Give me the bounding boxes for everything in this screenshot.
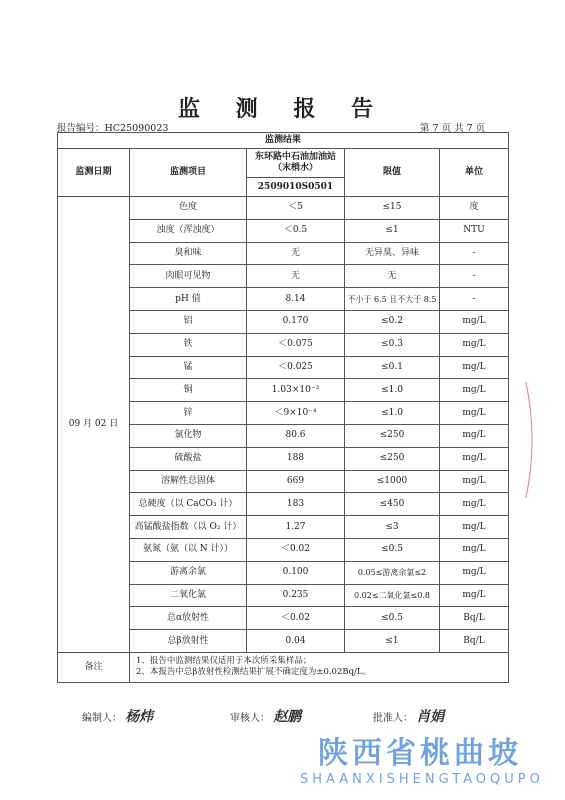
cell-value: 0.170 (247, 310, 345, 333)
report-number: 报告编号：HC25090023 (57, 123, 169, 134)
prepared-by (82, 706, 153, 726)
cell-item: 浊度（浑浊度） (130, 219, 247, 242)
cell-unit: - (440, 242, 509, 265)
page-info: 第 7 页 共 7 页 (420, 123, 486, 134)
cell-unit: Bq/L (440, 630, 509, 653)
watermark-main: 陕西省桃曲坡 (318, 736, 522, 771)
reviewed-signature: 赵鹏 (273, 709, 302, 725)
results-table (57, 132, 509, 683)
cell-item: 总β放射性 (130, 630, 247, 653)
cell-limit: ≤250 (345, 447, 440, 470)
section-title: 监测结果 (58, 133, 509, 149)
watermark-sub: SHAANXISHENGTAOQUPO (300, 772, 544, 787)
notes-label: 备注 (58, 652, 130, 682)
cell-unit: NTU (440, 219, 509, 242)
cell-item: 锰 (130, 356, 247, 379)
cell-unit: mg/L (440, 310, 509, 333)
prepared-label: 编制人： (82, 713, 122, 724)
reviewed-by (230, 706, 301, 726)
cell-limit: ≤0.3 (345, 333, 440, 356)
cell-limit: ≤1 (345, 219, 440, 242)
table-row (58, 197, 509, 220)
monitor-date: 09 月 02 日 (58, 197, 130, 653)
report-title: 监 测 报 告 (178, 96, 387, 122)
cell-unit: mg/L (440, 447, 509, 470)
cell-limit: ≤250 (345, 424, 440, 447)
cell-item: 氯化物 (130, 424, 247, 447)
watermark (300, 728, 544, 787)
cell-limit: 不小于 6.5 且不大于 8.5 (345, 288, 440, 311)
cell-item: 锌 (130, 402, 247, 425)
sample-id: 2509010S0501 (247, 178, 345, 197)
cell-value: ＜5 (247, 197, 345, 220)
cell-value: 8.14 (247, 288, 345, 311)
cell-value: ＜0.02 (247, 538, 345, 561)
cell-value: 1.03×10⁻³ (247, 379, 345, 402)
notes-row (58, 652, 509, 682)
cell-value: 1.27 (247, 516, 345, 539)
cell-value: ＜0.075 (247, 333, 345, 356)
cell-value: 183 (247, 493, 345, 516)
cell-item: 硫酸盐 (130, 447, 247, 470)
cell-limit: ≤1000 (345, 470, 440, 493)
cell-limit: ≤3 (345, 516, 440, 539)
cell-item: 氨氮（氨（以 N 计）） (130, 538, 247, 561)
cell-value: 80.6 (247, 424, 345, 447)
site-name: 东环路中石油加油站（末梢水） (247, 149, 345, 178)
col-item-header: 监测项目 (130, 149, 247, 197)
col-date-header: 监测日期 (58, 149, 130, 197)
prepared-signature: 杨炜 (125, 709, 154, 725)
cell-unit: 度 (440, 197, 509, 220)
cell-limit: ≤450 (345, 493, 440, 516)
cell-value: ＜0.025 (247, 356, 345, 379)
cell-limit: ≤0.5 (345, 538, 440, 561)
cell-item: 色度 (130, 197, 247, 220)
note-2: 2、本报告中总β放射性检测结果扩展不确定度为±0.02Bq/L。 (136, 667, 372, 678)
cell-unit: - (440, 265, 509, 288)
approved-signature: 肖娟 (416, 709, 445, 725)
cell-item: 游离余氯 (130, 561, 247, 584)
approved-by (373, 706, 444, 726)
cell-item: 铁 (130, 333, 247, 356)
approved-label: 批准人： (373, 713, 413, 724)
cell-value: 669 (247, 470, 345, 493)
cell-unit: mg/L (440, 584, 509, 607)
cell-item: 臭和味 (130, 242, 247, 265)
cell-unit: mg/L (440, 402, 509, 425)
cell-unit: mg/L (440, 424, 509, 447)
cell-item: 铝 (130, 310, 247, 333)
cell-unit: mg/L (440, 538, 509, 561)
cell-unit: mg/L (440, 333, 509, 356)
cell-value: 无 (247, 242, 345, 265)
cell-unit: mg/L (440, 493, 509, 516)
cell-unit: Bq/L (440, 607, 509, 630)
cell-item: 二氧化氯 (130, 584, 247, 607)
seal-stamp-edge (524, 380, 542, 500)
cell-item: 铜 (130, 379, 247, 402)
cell-value: 188 (247, 447, 345, 470)
cell-unit: mg/L (440, 356, 509, 379)
cell-unit: mg/L (440, 516, 509, 539)
cell-limit: 0.02≤二氧化氯≤0.8 (345, 584, 440, 607)
cell-item: 溶解性总固体 (130, 470, 247, 493)
cell-limit: ≤0.5 (345, 607, 440, 630)
cell-item: 总α放射性 (130, 607, 247, 630)
cell-limit: ≤1.0 (345, 379, 440, 402)
cell-limit: ≤0.1 (345, 356, 440, 379)
col-unit-header: 单位 (440, 149, 509, 197)
col-limit-header: 限值 (345, 149, 440, 197)
notes-content (130, 652, 509, 682)
cell-unit: - (440, 288, 509, 311)
cell-item: 高锰酸盐指数（以 O₂ 计） (130, 516, 247, 539)
cell-value: 无 (247, 265, 345, 288)
cell-item: pH 值 (130, 288, 247, 311)
reviewed-label: 审核人： (230, 713, 270, 724)
cell-limit: ≤15 (345, 197, 440, 220)
cell-limit: 无 (345, 265, 440, 288)
cell-unit: mg/L (440, 470, 509, 493)
cell-item: 总硬度（以 CaCO₃ 计） (130, 493, 247, 516)
note-1: 1、报告中监测结果仅适用于本次所采集样品； (136, 656, 312, 667)
cell-limit: ≤1 (345, 630, 440, 653)
cell-value: 0.100 (247, 561, 345, 584)
cell-value: ＜0.5 (247, 219, 345, 242)
cell-value: ＜0.02 (247, 607, 345, 630)
cell-value: 0.235 (247, 584, 345, 607)
cell-value: ＜9×10⁻⁴ (247, 402, 345, 425)
cell-limit: 0.05≤游离余氯≤2 (345, 561, 440, 584)
cell-limit: 无异臭、异味 (345, 242, 440, 265)
cell-value: 0.04 (247, 630, 345, 653)
cell-item: 肉眼可见物 (130, 265, 247, 288)
cell-limit: ≤1.0 (345, 402, 440, 425)
cell-unit: mg/L (440, 379, 509, 402)
cell-unit: mg/L (440, 561, 509, 584)
cell-limit: ≤0.2 (345, 310, 440, 333)
